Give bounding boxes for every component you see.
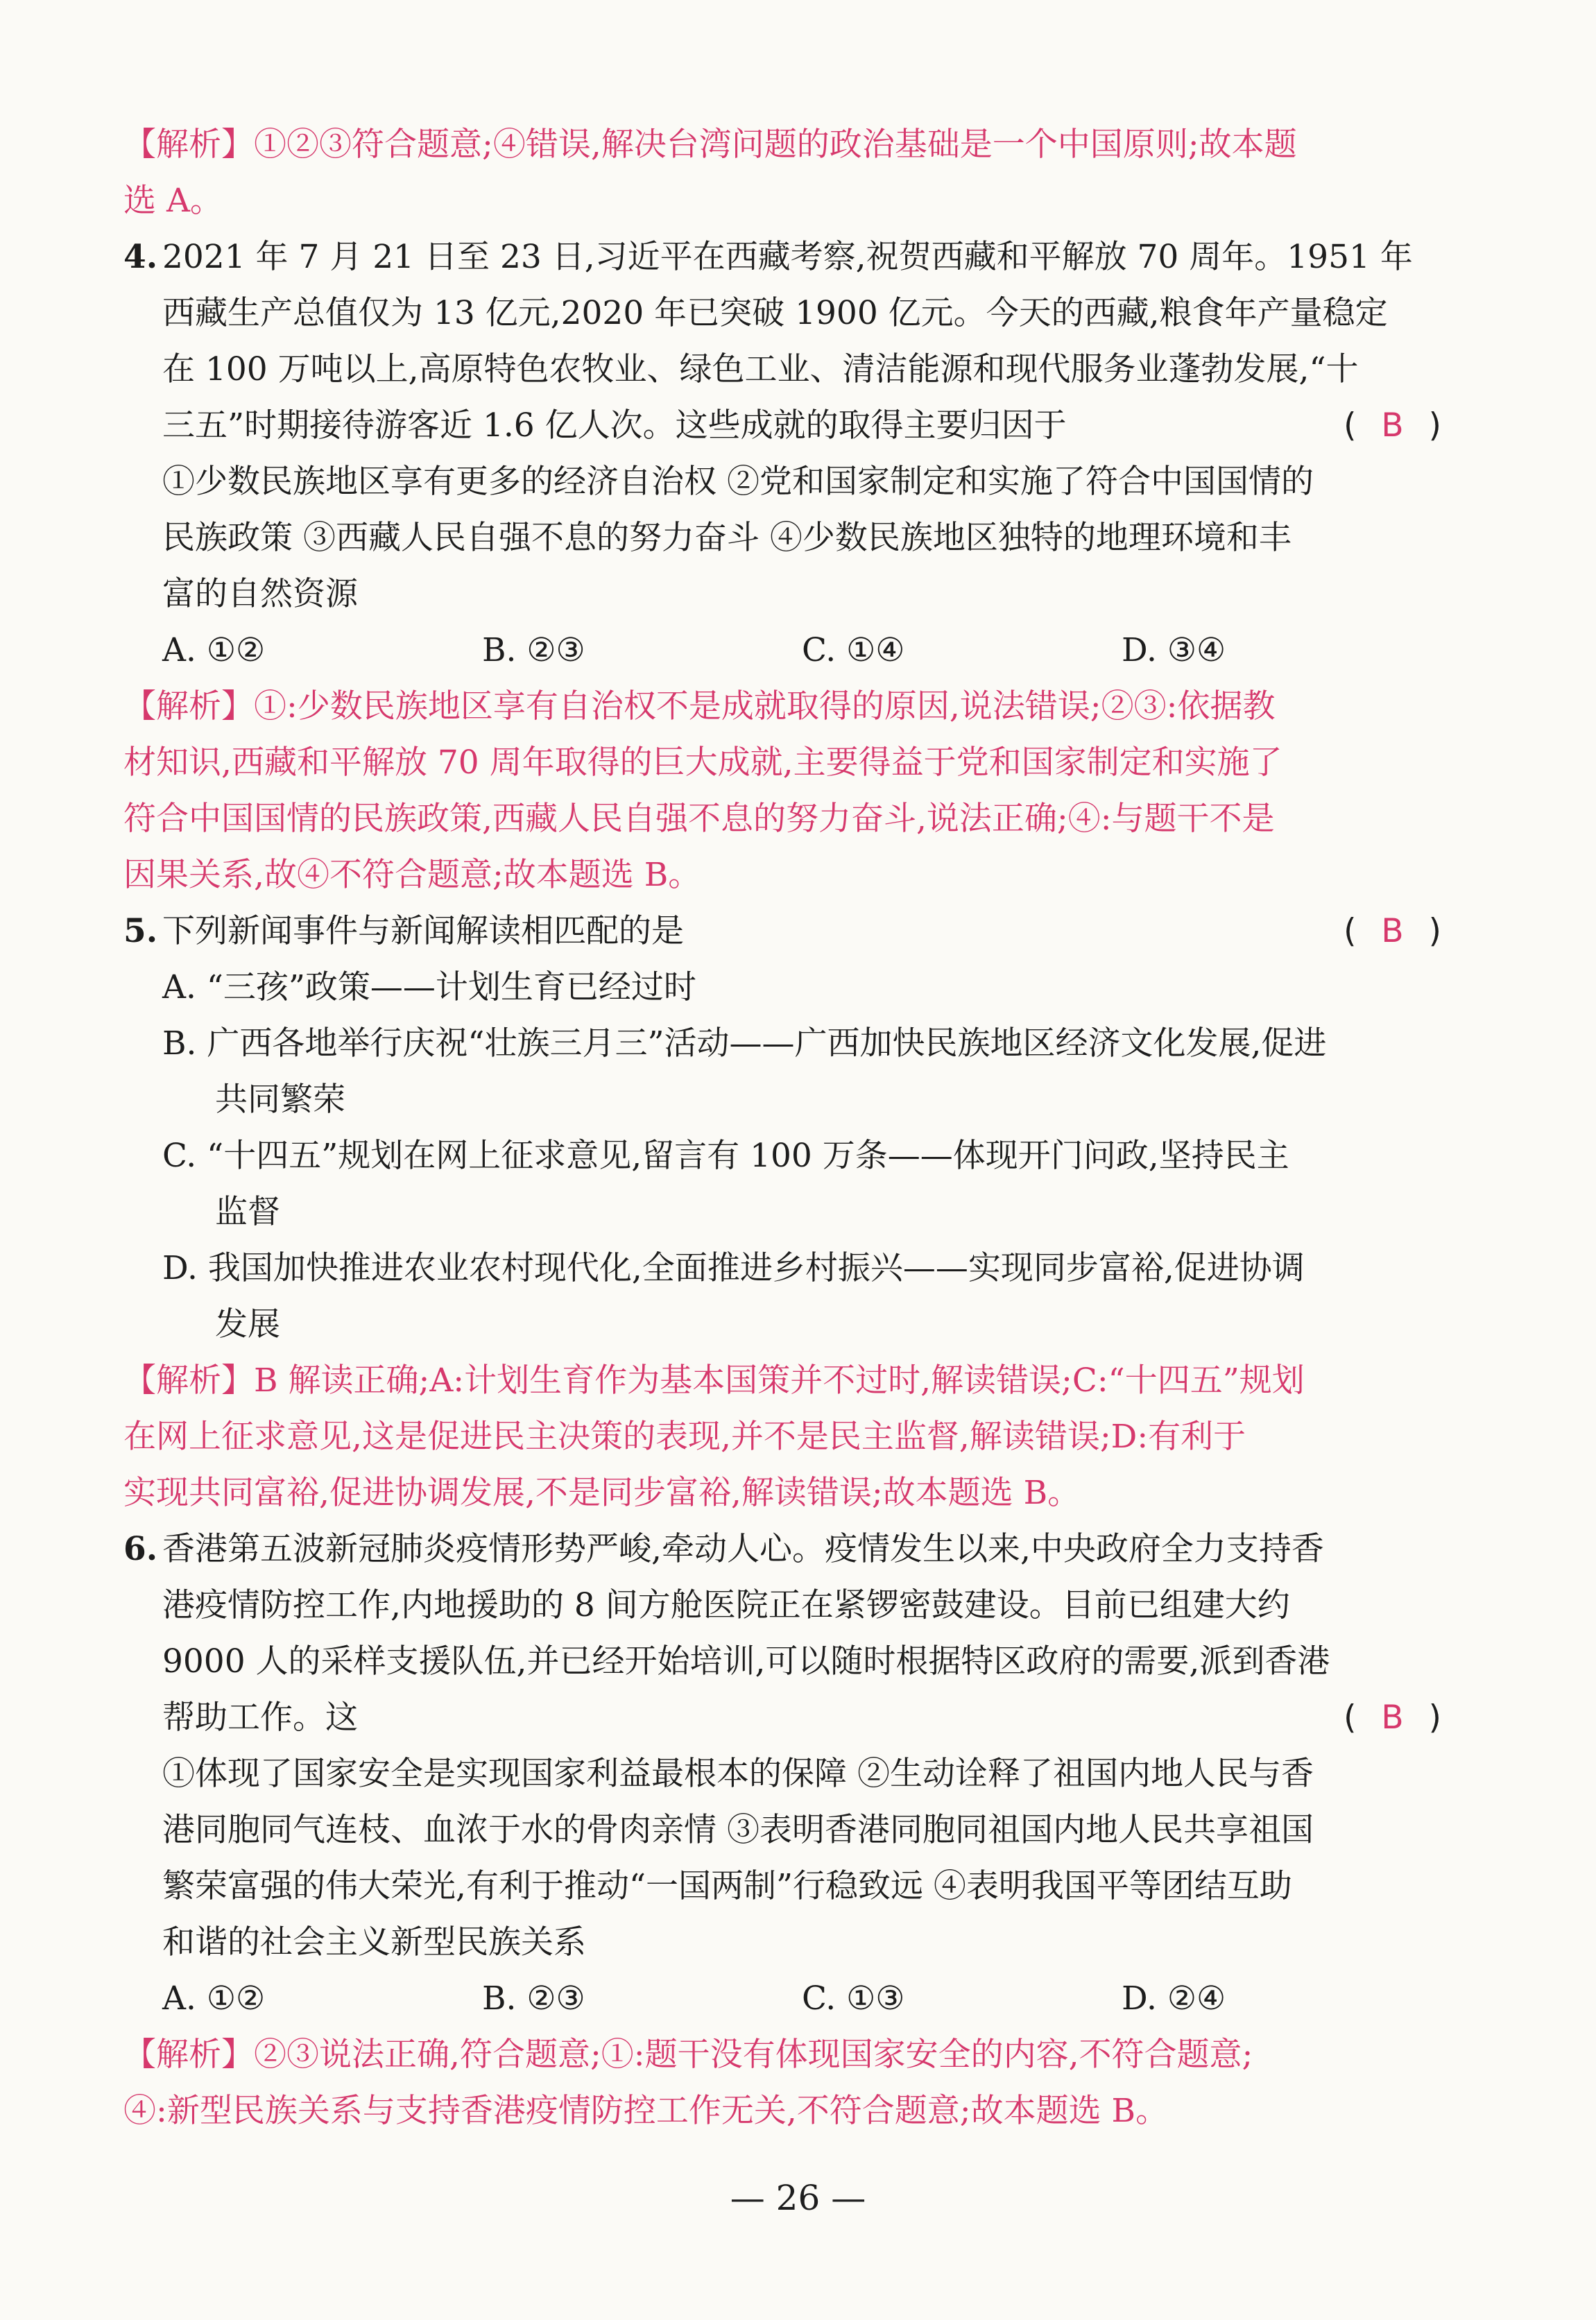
- q5-option-d: D. 我国加快推进农业农村现代化,全面推进乡村振兴——实现同步富裕,促进协调: [162, 1249, 1305, 1287]
- q5-option-c: C. “十四五”规划在网上征求意见,留言有 100 万条——体现开门问政,坚持民主: [162, 1137, 1289, 1175]
- q6-statement-line: 繁荣富强的伟大荣光,有利于推动“一国两制”行稳致远 ④表明我国平等团结互助: [162, 1867, 1292, 1905]
- q4-analysis-line: 符合中国国情的民族政策,西藏人民自强不息的努力奋斗,说法正确;④:与题干不是: [123, 800, 1275, 838]
- q4-analysis-line: 因果关系,故④不符合题意;故本题选 B。: [123, 856, 701, 894]
- q3-analysis-line: 选 A。: [123, 182, 223, 220]
- option-c: C. ①④: [802, 631, 905, 669]
- q5-analysis-line: 实现共同富裕,促进协调发展,不是同步富裕,解读错误;故本题选 B。: [123, 1474, 1081, 1512]
- q4-statement-line: 富的自然资源: [162, 575, 358, 613]
- q6-analysis-line: ④:新型民族关系与支持香港疫情防控工作无关,不符合题意;故本题选 B。: [123, 2092, 1169, 2130]
- option-d: D. ③④: [1122, 631, 1226, 669]
- q6-stem-line: 6. 香港第五波新冠肺炎疫情形势严峻,牵动人心。疫情发生以来,中央政府全力支持香: [123, 1521, 1441, 1577]
- answer-letter: B: [1381, 1699, 1404, 1737]
- q5-option-b: B. 广西各地举行庆祝“壮族三月三”活动——广西加快民族地区经济文化发展,促进: [162, 1024, 1327, 1063]
- q3-analysis-line: 【解析】①②③符合题意;④错误,解决台湾问题的政治基础是一个中国原则;故本题: [123, 126, 1297, 164]
- option-a: A. ①②: [162, 631, 266, 669]
- q4-answer: ( B ): [1344, 406, 1441, 445]
- q5-analysis-line: 【解析】B 解读正确;A:计划生育作为基本国策并不过时,解读错误;C:“十四五”规划: [123, 1361, 1305, 1400]
- q4-statement-line: 民族政策 ③西藏人民自强不息的努力奋斗 ④少数民族地区独特的地理环境和丰: [162, 519, 1292, 557]
- q6-statement-line: ①体现了国家安全是实现国家利益最根本的保障 ②生动诠释了祖国内地人民与香: [162, 1755, 1314, 1793]
- q5-option-d-cont: 发展: [215, 1305, 280, 1343]
- question-number: 4.: [123, 238, 158, 276]
- question-number: 6.: [123, 1530, 158, 1568]
- q4-stem-line: 在 100 万吨以上,高原特色农牧业、绿色工业、清洁能源和现代服务业蓬勃发展,“十: [162, 350, 1359, 388]
- q6-analysis-line: 【解析】②③说法正确,符合题意;①:题干没有体现国家安全的内容,不符合题意;: [123, 2036, 1253, 2074]
- page-content: [123, 117, 1441, 2139]
- q6-stem-line: 9000 人的采样支援队伍,并已经开始培训,可以随时根据特区政府的需要,派到香港: [162, 1642, 1330, 1681]
- option-d: D. ②④: [1122, 1979, 1226, 2018]
- q4-stem-line: 三五”时期接待游客近 1.6 亿人次。这些成就的取得主要归因于 ( B ): [123, 397, 1441, 454]
- q6-statement-line: 港同胞同气连枝、血浓于水的骨肉亲情 ③表明香港同胞同祖国内地人民共享祖国: [162, 1811, 1314, 1849]
- q4-analysis-line: 【解析】①:少数民族地区享有自治权不是成就取得的原因,说法错误;②③:依据教: [123, 687, 1276, 725]
- q6-stem-line: 港疫情防控工作,内地援助的 8 间方舱医院正在紧锣密鼓建设。目前已组建大约: [162, 1586, 1290, 1624]
- q5-analysis-line: 在网上征求意见,这是促进民主决策的表现,并不是民主监督,解读错误;D:有利于: [123, 1418, 1246, 1456]
- q6-stem-line: 帮助工作。这 ( B ): [123, 1690, 1441, 1746]
- q5-option-c-cont: 监督: [215, 1193, 280, 1231]
- option-b: B. ②③: [482, 631, 585, 669]
- page-number: — 26 —: [730, 2178, 866, 2218]
- q5-option-b-cont: 共同繁荣: [215, 1081, 345, 1119]
- option-a: A. ①②: [162, 1979, 266, 2018]
- q5-option-a: A. “三孩”政策——计划生育已经过时: [162, 968, 696, 1006]
- option-b: B. ②③: [482, 1979, 585, 2018]
- q4-statement-line: ①少数民族地区享有更多的经济自治权 ②党和国家制定和实施了符合中国国情的: [162, 463, 1314, 501]
- q4-stem-line: 4. 2021 年 7 月 21 日至 23 日,习近平在西藏考察,祝贺西藏和平解放 70 周年。1951 年: [123, 229, 1441, 285]
- q4-stem-line: 西藏生产总值仅为 13 亿元,2020 年已突破 1900 亿元。今天的西藏,粮食年产量稳定: [162, 294, 1388, 332]
- q5-stem-line: 5. 下列新闻事件与新闻解读相匹配的是 ( B ): [123, 903, 1441, 959]
- q5-answer: ( B ): [1344, 912, 1441, 950]
- question-number: 5.: [123, 912, 158, 950]
- answer-letter: B: [1381, 912, 1404, 950]
- option-c: C. ①③: [802, 1979, 905, 2018]
- q4-analysis-line: 材知识,西藏和平解放 70 周年取得的巨大成就,主要得益于党和国家制定和实施了: [123, 744, 1282, 782]
- answer-letter: B: [1381, 406, 1404, 445]
- q4-options: [123, 622, 1441, 678]
- q6-options: [123, 1970, 1441, 2027]
- q6-statement-line: 和谐的社会主义新型民族关系: [162, 1923, 586, 1961]
- q6-answer: ( B ): [1344, 1699, 1441, 1737]
